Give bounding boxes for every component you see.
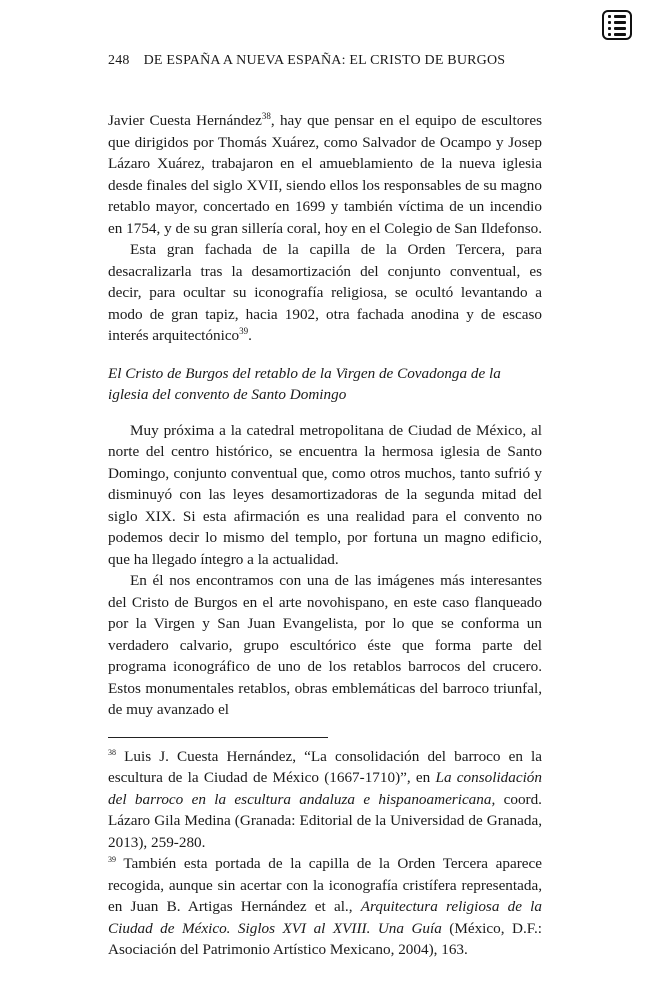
running-head xyxy=(108,53,540,69)
footnote-ref-39[interactable]: 39 xyxy=(239,325,249,336)
footnote-39: $^{39}$ También esta portada de la capilla de la Orden Tercera aparece recogida, aunque sin acertar con la iconografía cristífera representada, en Juan B. Artigas Hernández et al., Arquitectura religiosa de la Ciudad de México. Siglos XVI al XVIII. Una Guía (México, D.F.: Asociación del Patrimonio Artístico Mexicano, 2004), 163. xyxy=(108,854,543,958)
footnote-ref-38[interactable]: 38 xyxy=(261,110,271,121)
page-body xyxy=(108,110,542,961)
list-menu-icon[interactable] xyxy=(602,10,632,40)
paragraph: Muy próxima a la catedral metropolitana de Ciudad de México, al norte del centro histórico, se encuentra la hermosa iglesia de Santo Domingo, conjunto conventual que, como otros muchos, tanto sufrió y disminuyó con las leyes desamortizadoras de la segunda mitad del siglo XIX. Si esta afirmación es una realidad para el convento no podemos decir lo mismo del templo, por fortuna un magno edificio, que ha llegado íntegro a la actualidad. xyxy=(108,421,542,568)
page-number: 248 xyxy=(108,53,130,68)
paragraph: Javier Cuesta Hernández$^{38}$, hay que pensar en el equipo de escultores que dirigidos por Thomás Xuárez, como Salvador de Ocampo y Josep Lázaro Xuárez, trabajaron en el amueblamiento de la nueva iglesia desde finales del siglo XVII, siendo ellos los responsables de su magno retablo mayor, concertado en 1699 y también víctima de un incendio en 1754, y de su gran sillería coral, hoy en el Colegio de San Ildefonso. xyxy=(108,110,543,237)
running-title: DE ESPAÑA A NUEVA ESPAÑA: EL CRISTO DE BURGOS xyxy=(143,53,506,68)
section-title: El Cristo de Burgos del retablo de la Virgen de Covadonga de la iglesia del convento de Santo Domingo xyxy=(108,364,501,403)
paragraph: En él nos encontramos con una de las imágenes más interesantes del Cristo de Burgos en el arte novohispano, en este caso flanqueado por la Virgen y San Juan Evangelista, por lo que se conforma un verdadero calvario, grupo escultórico éste que forma parte del programa iconográfico de uno de los retablos barrocos del crucero. Estos monumentales retablos, obras emblemáticas del barroco triunfal, de muy avanzado el xyxy=(108,572,542,718)
paragraph: Esta gran fachada de la capilla de la Orden Tercera, para desacralizarla tras la desamortización del conjunto conventual, es decir, para ocultar su iconografía religiosa, se ocultó levantando a modo de gran tapiz, hacia 1902, otra fachada anodina y de escaso interés arquitectónico$^{39}$. xyxy=(108,241,542,344)
footnote-divider xyxy=(108,737,328,738)
footnote-38: $^{38}$ Luis J. Cuesta Hernández, “La consolidación del barroco en la escultura de la Ciudad de México (1667-1710)”, en La consolidación del barroco en la escultura andaluza e hispanoamericana, coord. Lázaro Gila Medina (Granada: Editorial de la Universidad de Granada, 2013), 259-280. xyxy=(108,747,542,851)
